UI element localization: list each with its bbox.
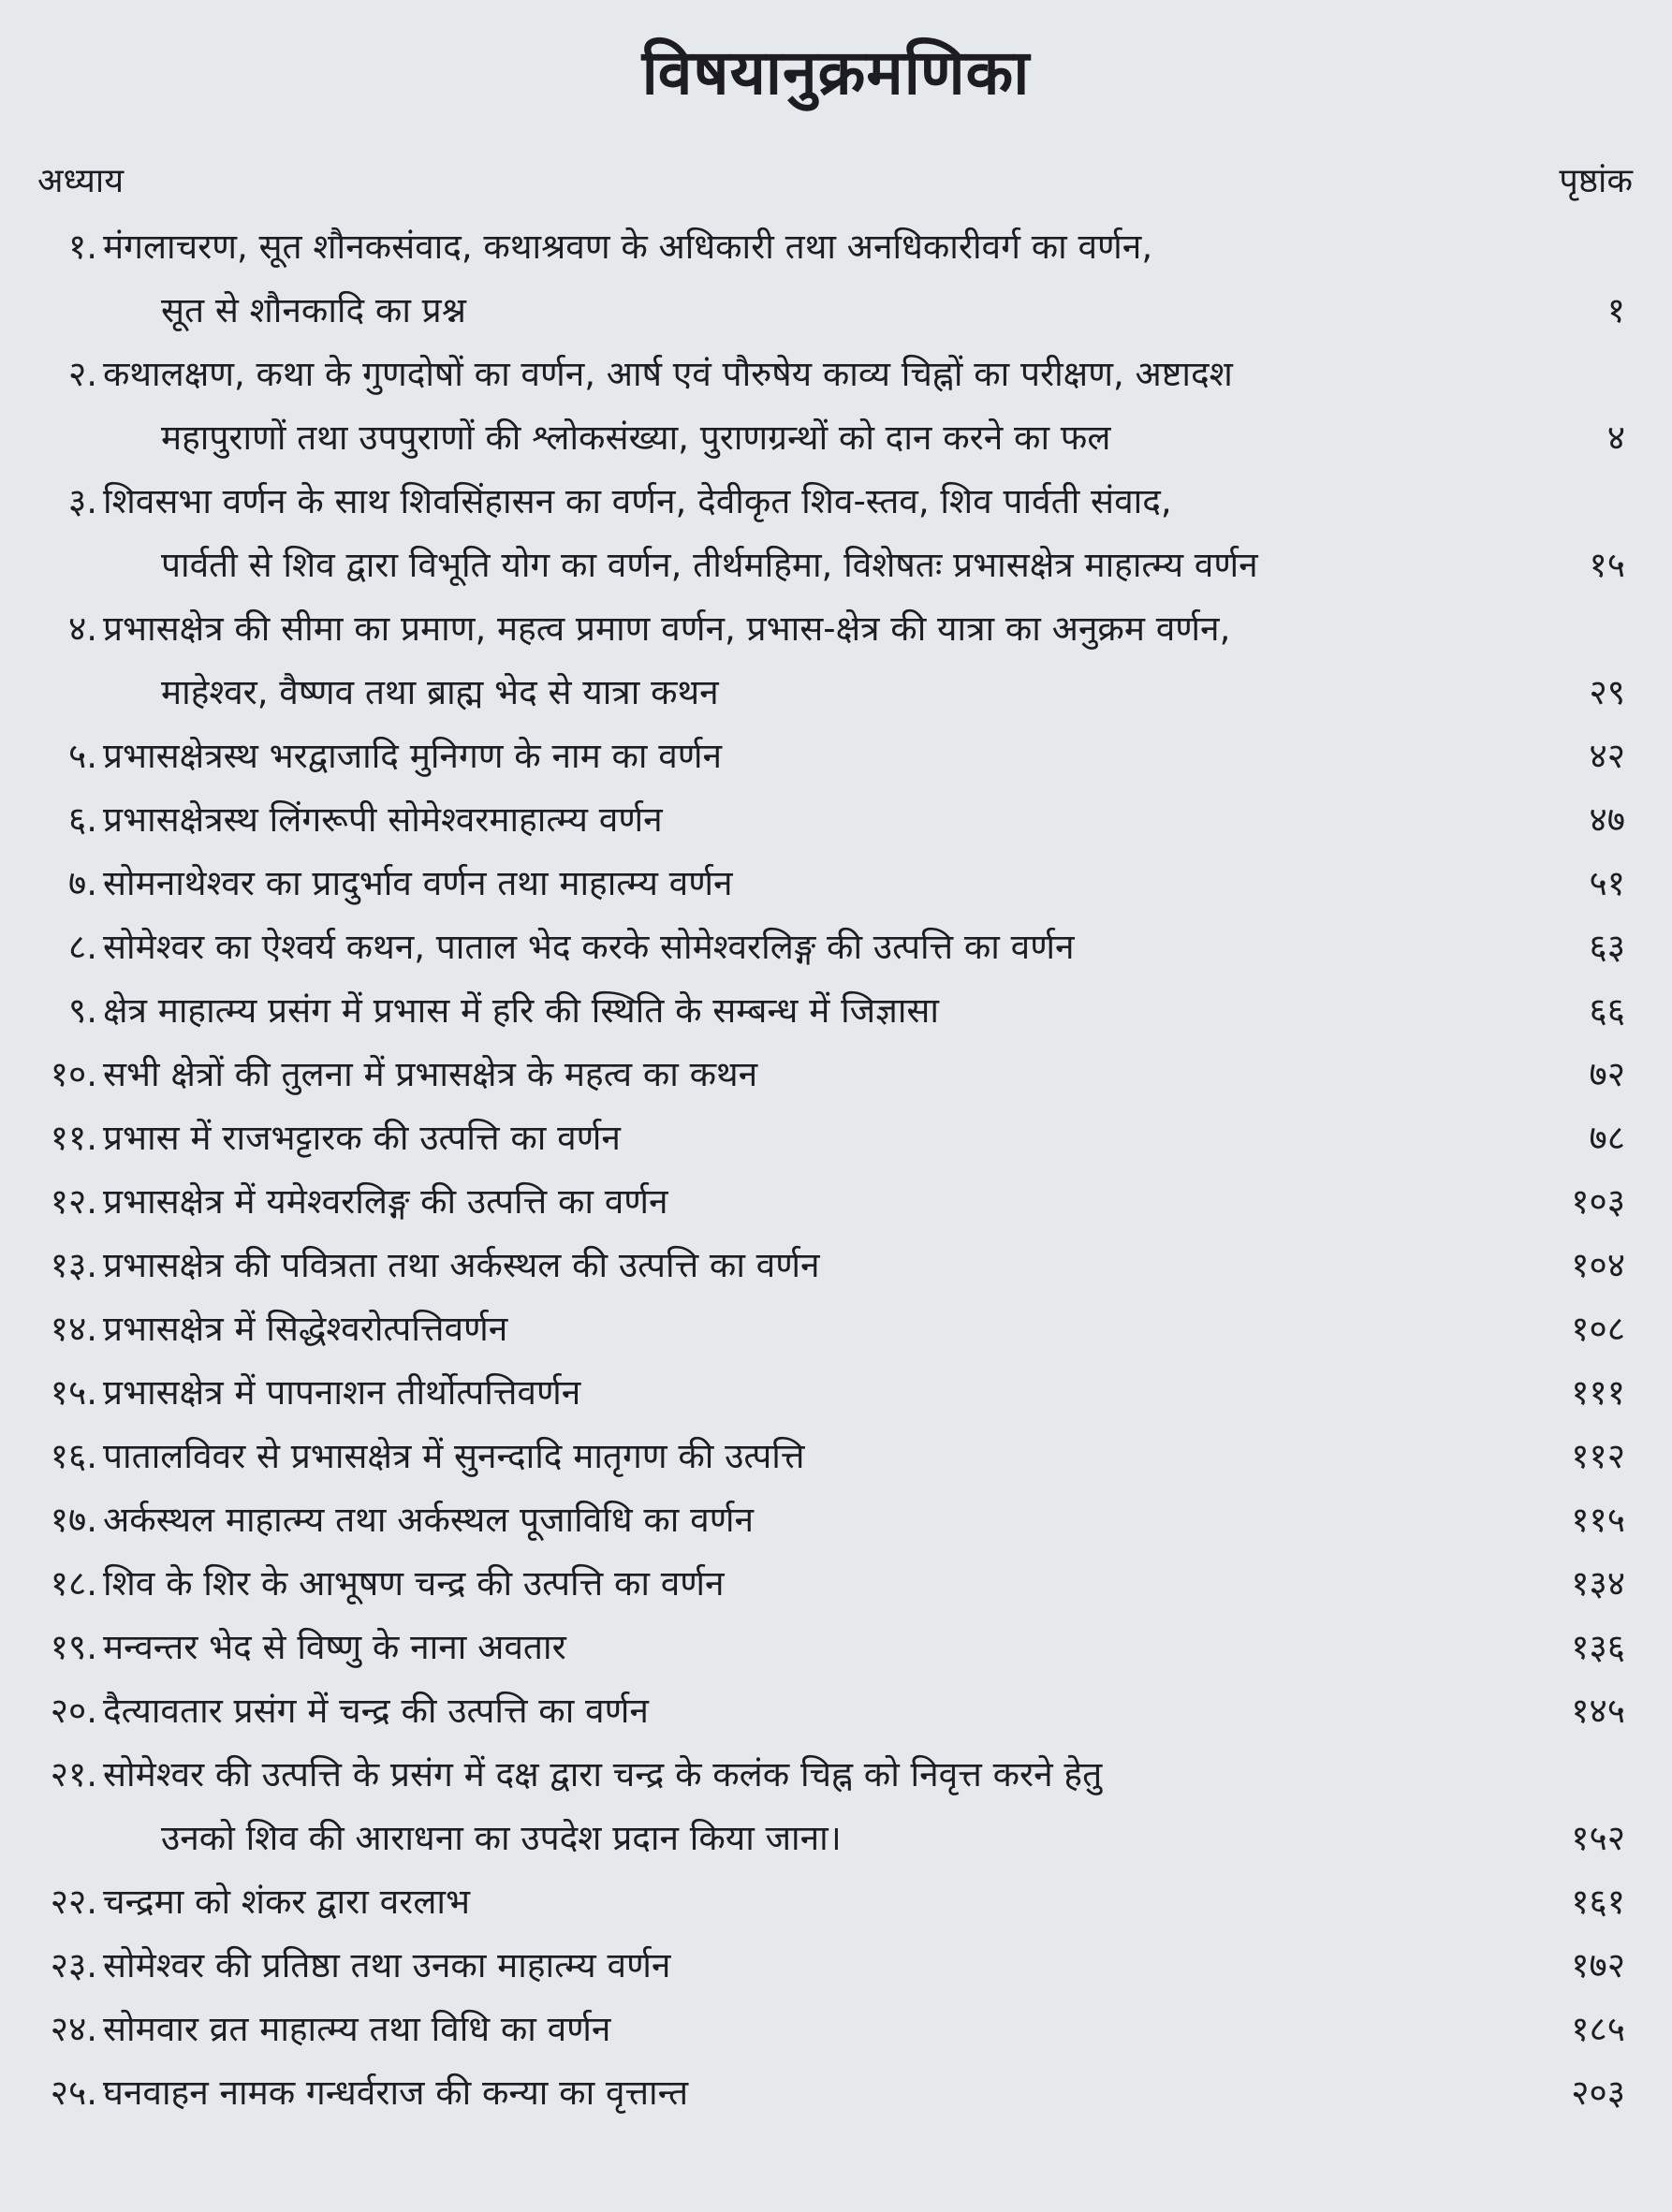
chapter-title-line: दैत्यावतार प्रसंग में चन्द्र की उत्पत्ति का वर्णन: [103, 1691, 649, 1731]
toc-entry: [0, 1361, 1672, 1425]
chapter-number: १५.: [50, 1372, 97, 1413]
chapter-number: २२.: [50, 1882, 97, 1922]
toc-entry: [0, 343, 1672, 470]
page-number: ११५: [1571, 1500, 1625, 1540]
chapter-number: १४.: [50, 1309, 97, 1349]
chapter-title-line: सूत से शौनकादि का प्रश्न: [161, 290, 466, 330]
page-number: १: [1606, 290, 1625, 330]
page-number: १७२: [1571, 1945, 1625, 1985]
page-number: १५: [1589, 545, 1625, 585]
chapter-title-line: सोमेश्वर की उत्पत्ति के प्रसंग में दक्ष द्वारा चन्द्र के कलंक चिह्न को निवृत्त करने हेतु: [103, 1754, 1103, 1795]
page-number: १०३: [1571, 1181, 1625, 1222]
chapter-title-line: महापुराणों तथा उपपुराणों की श्लोकसंख्या, पुराणग्रन्थों को दान करने का फल: [161, 417, 1111, 458]
chapter-number: १.: [67, 227, 97, 267]
chapter-title-line: शिवसभा वर्णन के साथ शिवसिंहासन का वर्णन, देवीकृत शिव-स्तव, शिव पार्वती संवाद,: [103, 481, 1172, 521]
chapter-number: २१.: [50, 1754, 97, 1795]
page-number: १०८: [1571, 1309, 1625, 1349]
page-number: ७८: [1589, 1118, 1625, 1158]
chapter-number: १८.: [50, 1563, 97, 1604]
chapter-number: ३.: [67, 481, 97, 521]
chapter-number: ११.: [50, 1118, 97, 1158]
chapter-number: १२.: [50, 1181, 97, 1222]
toc-entry: [0, 1234, 1672, 1297]
chapter-title-line: माहेश्वर, वैष्णव तथा ब्राह्म भेद से यात्रा कथन: [161, 672, 719, 712]
chapter-title-line: मन्वन्तर भेद से विष्णु के नाना अवतार: [103, 1627, 566, 1667]
chapter-title-line: शिव के शिर के आभूषण चन्द्र की उत्पत्ति का वर्णन: [103, 1563, 725, 1604]
page-number: १४५: [1571, 1691, 1625, 1731]
toc-entry: [0, 852, 1672, 916]
toc-entry: [0, 979, 1672, 1043]
page-number: ५१: [1589, 863, 1625, 903]
page-number: ६६: [1589, 990, 1625, 1031]
page-number: ६३: [1589, 927, 1625, 967]
chapter-title-line: सोमनाथेश्वर का प्रादुर्भाव वर्णन तथा माहात्म्य वर्णन: [103, 863, 733, 903]
chapter-title-line: प्रभासक्षेत्र में पापनाशन तीर्थोत्पत्तिवर्णन: [103, 1372, 581, 1413]
chapter-title-line: मंगलाचरण, सूत शौनकसंवाद, कथाश्रवण के अधिकारी तथा अनधिकारीवर्ग का वर्णन,: [103, 227, 1153, 267]
chapter-number: १७.: [50, 1500, 97, 1540]
chapter-number: २०.: [50, 1691, 97, 1731]
chapter-title-line: सोमेश्वर की प्रतिष्ठा तथा उनका माहात्म्य वर्णन: [103, 1945, 671, 1985]
chapter-title-line: प्रभासक्षेत्रस्थ भरद्वाजादि मुनिगण के नाम का वर्णन: [103, 736, 723, 776]
chapter-title-line: घनवाहन नामक गन्धर्वराज की कन्या का वृत्तान्त: [103, 2073, 689, 2113]
chapter-number: २४.: [50, 2009, 97, 2049]
toc-entry: [0, 215, 1672, 343]
toc-entry: [0, 470, 1672, 597]
page-number: ४७: [1589, 799, 1625, 840]
page-number: ४: [1606, 417, 1625, 458]
chapter-title-line: चन्द्रमा को शंकर द्वारा वरलाभ: [103, 1882, 470, 1922]
toc-entry: [0, 788, 1672, 852]
toc-entry: [0, 1043, 1672, 1106]
page-number: १८५: [1571, 2009, 1625, 2049]
toc-entry: [0, 1870, 1672, 1934]
toc-entry: [0, 1170, 1672, 1234]
chapter-number: ८.: [67, 927, 97, 967]
toc-entry: [0, 916, 1672, 979]
chapter-number: २.: [67, 354, 97, 394]
chapter-number: ४.: [67, 608, 97, 649]
toc-entry: [0, 1488, 1672, 1552]
chapter-number: ६.: [67, 799, 97, 840]
page-number: १६१: [1571, 1882, 1625, 1922]
page-number: ७२: [1589, 1054, 1625, 1094]
chapter-number: २३.: [50, 1945, 97, 1985]
chapter-title-line: सभी क्षेत्रों की तुलना में प्रभासक्षेत्र के महत्व का कथन: [103, 1054, 758, 1094]
page-number: ४२: [1589, 736, 1625, 776]
chapter-column-header: अध्याय: [37, 162, 125, 200]
toc-entry: [0, 597, 1672, 725]
chapter-title-line: कथालक्षण, कथा के गुणदोषों का वर्णन, आर्ष एवं पौरुषेय काव्य चिह्नों का परीक्षण, अष्टादश: [103, 354, 1233, 394]
toc-entry: [0, 1106, 1672, 1170]
toc-entry: [0, 1934, 1672, 1998]
chapter-number: ७.: [67, 863, 97, 903]
chapter-number: २५.: [50, 2073, 97, 2113]
page-number: १३४: [1571, 1563, 1625, 1604]
page-number: १११: [1571, 1372, 1625, 1413]
toc-entry: [0, 1998, 1672, 2061]
chapter-title-line: प्रभासक्षेत्र की सीमा का प्रमाण, महत्व प्रमाण वर्णन, प्रभास-क्षेत्र की यात्रा का अनुक्रम वर्णन,: [103, 608, 1231, 649]
page-number: १०४: [1571, 1245, 1625, 1285]
chapter-title-line: प्रभास में राजभट्टारक की उत्पत्ति का वर्णन: [103, 1118, 621, 1158]
toc-entry: [0, 1552, 1672, 1616]
chapter-number: १९.: [50, 1627, 97, 1667]
page-number: १५२: [1571, 1818, 1625, 1858]
chapter-title-line: प्रभासक्षेत्रस्थ लिंगरूपी सोमेश्वरमाहात्म्य वर्णन: [103, 799, 663, 840]
page-number: १३६: [1571, 1627, 1625, 1667]
chapter-title-line: पातालविवर से प्रभासक्षेत्र में सुनन्दादि मातृगण की उत्पत्ति: [103, 1436, 805, 1476]
chapter-title-line: अर्कस्थल माहात्म्य तथा अर्कस्थल पूजाविधि का वर्णन: [103, 1500, 754, 1540]
toc-entry: [0, 1297, 1672, 1361]
page-title: विषयानुक्रमणिका: [641, 37, 1031, 109]
chapter-number: १६.: [50, 1436, 97, 1476]
chapter-title-line: प्रभासक्षेत्र में यमेश्वरलिङ्ग की उत्पत्ति का वर्णन: [103, 1181, 668, 1222]
toc-entry: [0, 1743, 1672, 1870]
chapter-title-line: उनको शिव की आराधना का उपदेश प्रदान किया जाना।: [161, 1818, 842, 1858]
chapter-title-line: प्रभासक्षेत्र की पवित्रता तथा अर्कस्थल की उत्पत्ति का वर्णन: [103, 1245, 820, 1285]
chapter-number: १०.: [50, 1054, 97, 1094]
page-column-header: पृष्ठांक: [1559, 162, 1633, 200]
toc-entry: [0, 1616, 1672, 1679]
page-number: ११२: [1571, 1436, 1625, 1476]
toc-entry: [0, 2061, 1672, 2125]
page-number: २९: [1589, 672, 1625, 712]
chapter-title-line: सोमेश्वर का ऐश्वर्य कथन, पाताल भेद करके सोमेश्वरलिङ्ग की उत्पत्ति का वर्णन: [103, 927, 1075, 967]
page-number: २०३: [1571, 2073, 1625, 2113]
chapter-title-line: प्रभासक्षेत्र में सिद्धेश्वरोत्पत्तिवर्णन: [103, 1309, 508, 1349]
toc-entry: [0, 1679, 1672, 1743]
chapter-number: १३.: [50, 1245, 97, 1285]
chapter-title-line: क्षेत्र माहात्म्य प्रसंग में प्रभास में हरि की स्थिति के सम्बन्ध में जिज्ञासा: [103, 990, 940, 1031]
chapter-number: ९.: [67, 990, 97, 1031]
chapter-title-line: पार्वती से शिव द्वारा विभूति योग का वर्णन, तीर्थमहिमा, विशेषतः प्रभासक्षेत्र माहात्म्य वर्णन: [161, 545, 1258, 585]
table-of-contents: [0, 215, 1672, 2125]
chapter-number: ५.: [67, 736, 97, 776]
chapter-title-line: सोमवार व्रत माहात्म्य तथा विधि का वर्णन: [103, 2009, 611, 2049]
toc-entry: [0, 725, 1672, 788]
toc-entry: [0, 1425, 1672, 1488]
